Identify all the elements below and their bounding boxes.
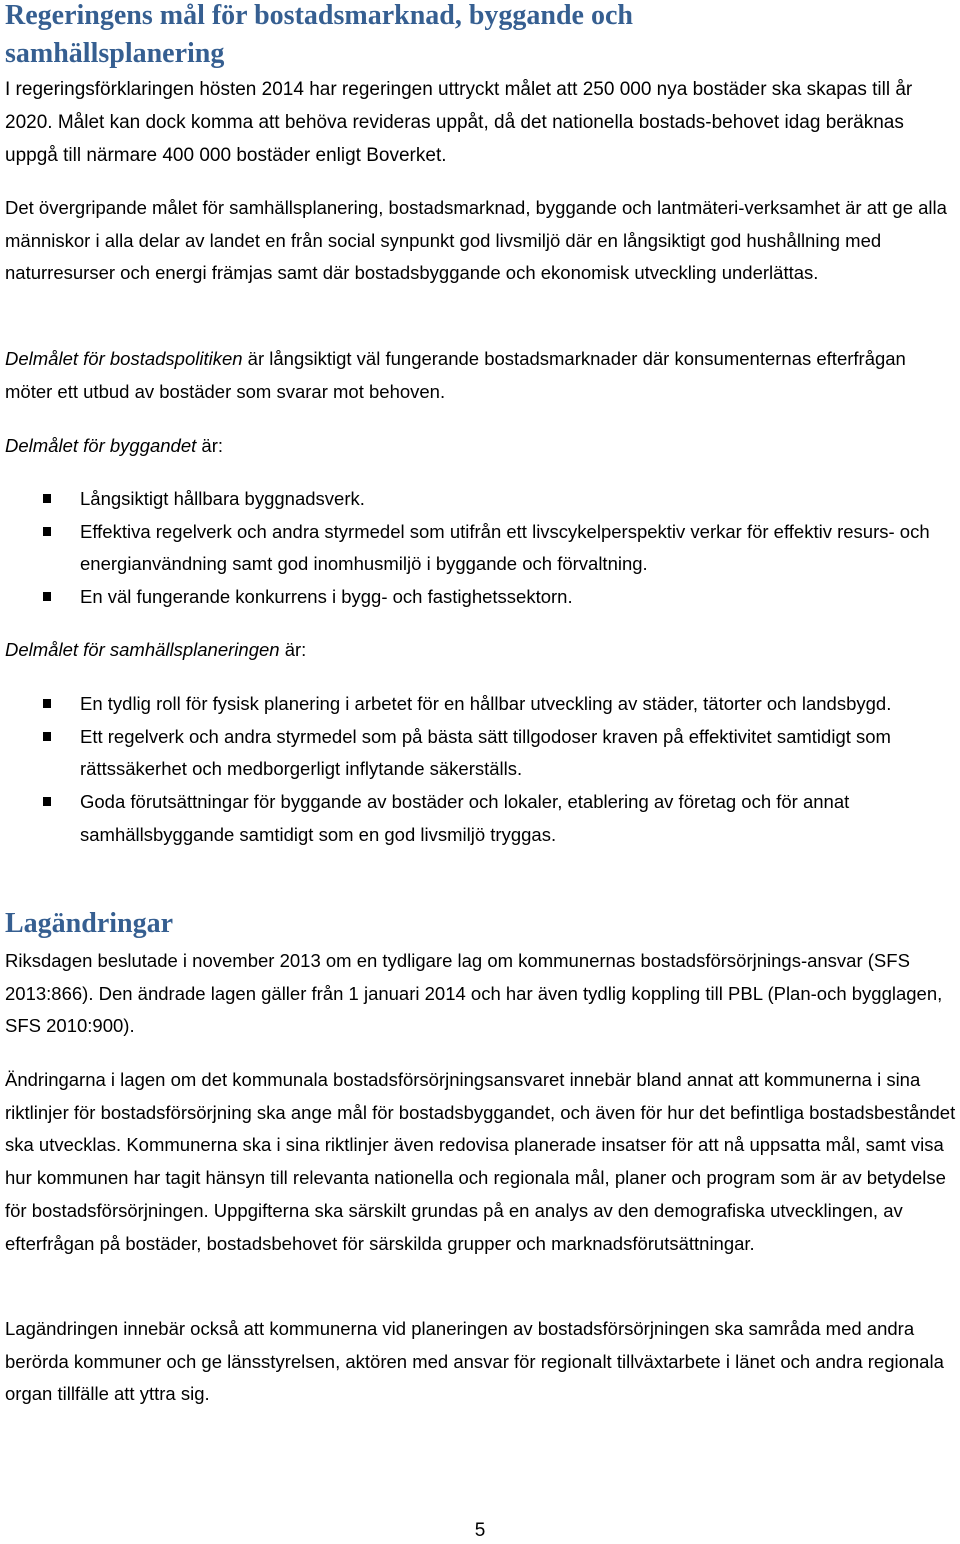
list-item (0, 483, 957, 516)
list-item (0, 581, 957, 614)
list-item-text: En tydlig roll för fysisk planering i arbetet för en hållbar utveckling av städer, tätorter och landsbygd. (80, 693, 892, 714)
paragraph-consultation: Lagändringen innebär också att kommunerna vid planeringen av bostadsförsörjningen ska samråda med andra berörda kommuner och ge länsstyrelsen, aktören med ansvar för regionalt tillväxtarbete i länet och andra regionala organ tillfälle att yttra sig. (5, 1318, 944, 1405)
square-bullet-icon (43, 732, 51, 741)
housing-policy-text: är långsiktigt väl fungerande bostadsmarknader där konsumenternas efterfrågan möter ett utbud av bostäder som svarar mot behoven. (5, 348, 906, 402)
housing-policy-lead: Delmålet för bostadspolitiken (5, 348, 243, 369)
planning-bullet-list (0, 688, 960, 852)
square-bullet-icon (43, 494, 51, 503)
list-item-text: En väl fungerande konkurrens i bygg- och fastighetssektorn. (80, 586, 573, 608)
page-number: 5 (474, 1520, 486, 1541)
square-bullet-icon (43, 592, 51, 601)
square-bullet-icon (43, 527, 51, 536)
section-heading-goals: Regeringens mål för bostadsmarknad, byggande och samhällsplanering (5, 0, 633, 69)
paragraph-planning-lead (5, 634, 957, 667)
construction-bullet-list (0, 483, 960, 614)
paragraph-intro: I regeringsförklaringen hösten 2014 har regeringen uttryckt målet att 250 000 nya bostäder ska skapas till år 2020. Målet kan dock komma att behöva revideras uppåt, då det nationella bostads-behovet idag beräknas uppgå till närmare 400 000 bostäder enligt Boverket. (5, 79, 913, 166)
paragraph-law-changes: Ändringarna i lagen om det kommunala bostadsförsörjningsansvaret innebär bland annat att kommunerna i sina riktlinjer för bostadsförsörjning ska ange mål för bostadsbyggandet, och även för hur det befintliga bostadsbeståndet ska utvecklas. Kommunerna ska i sina riktlinjer även redovisa planerade insatser för att nå uppsatta mål, samt visa hur kommunen har tagit hänsyn till relevanta nationella och regionala mål, planer och program som är av betydelse för bostadsförsörjningen. Uppgifterna ska särskilt grundas på en analys av den demografiska utvecklingen, av efterfrågan på bostäder, bostadsbehovet för särskilda grupper och marknadsförutsättningar. (5, 1069, 956, 1254)
paragraph-housing-policy (5, 343, 957, 408)
paragraph-overall-goal: Det övergripande målet för samhällsplanering, bostadsmarknad, byggande och lantmäteri-verksamhet är att ge alla människor i alla delar av landet en från social synpunkt god livsmiljö där en långsiktigt god hushållning med naturresurser och energi främjas samt där bostadsbyggande och ekonomisk utveckling underlättas. (5, 197, 947, 284)
list-item (0, 786, 957, 851)
square-bullet-icon (43, 699, 51, 708)
list-item-text: Ett regelverk och andra styrmedel som på bästa sätt tillgodoser kraven på effektivitet samtidigt som rättssäkerhet och medborgerligt inflytande säkerställs. (80, 725, 891, 780)
construction-lead: Delmålet för byggandet (5, 435, 197, 456)
list-item (0, 516, 957, 581)
planning-lead: Delmålet för samhällsplaneringen (5, 639, 280, 660)
construction-suffix: är: (196, 435, 224, 456)
list-item-text: Effektiva regelverk och andra styrmedel som utifrån ett livscykelperspektiv verkar för effektiv resurs- och energianvändning samt god inomhusmiljö i byggande och förvaltning. (80, 520, 930, 575)
planning-suffix: är: (279, 639, 307, 660)
paragraph-law-decision: Riksdagen beslutade i november 2013 om en tydligare lag om kommunernas bostadsförsörjnings-ansvar (SFS 2013:866). Den ändrade lagen gäller från 1 januari 2014 och har även tydlig koppling till PBL (Plan-och bygglagen, SFS 2010:900). (5, 950, 943, 1037)
list-item-text: Långsiktigt hållbara byggnadsverk. (80, 488, 365, 509)
list-item-text: Goda förutsättningar för byggande av bostäder och lokaler, etablering av företag och för annat samhällsbyggande samtidigt som en god livsmiljö tryggas. (80, 791, 850, 845)
section-heading-law-changes: Lagändringar (5, 908, 174, 939)
paragraph-construction-lead (5, 430, 957, 463)
list-item (0, 688, 957, 721)
list-item (0, 721, 957, 786)
square-bullet-icon (43, 797, 51, 806)
